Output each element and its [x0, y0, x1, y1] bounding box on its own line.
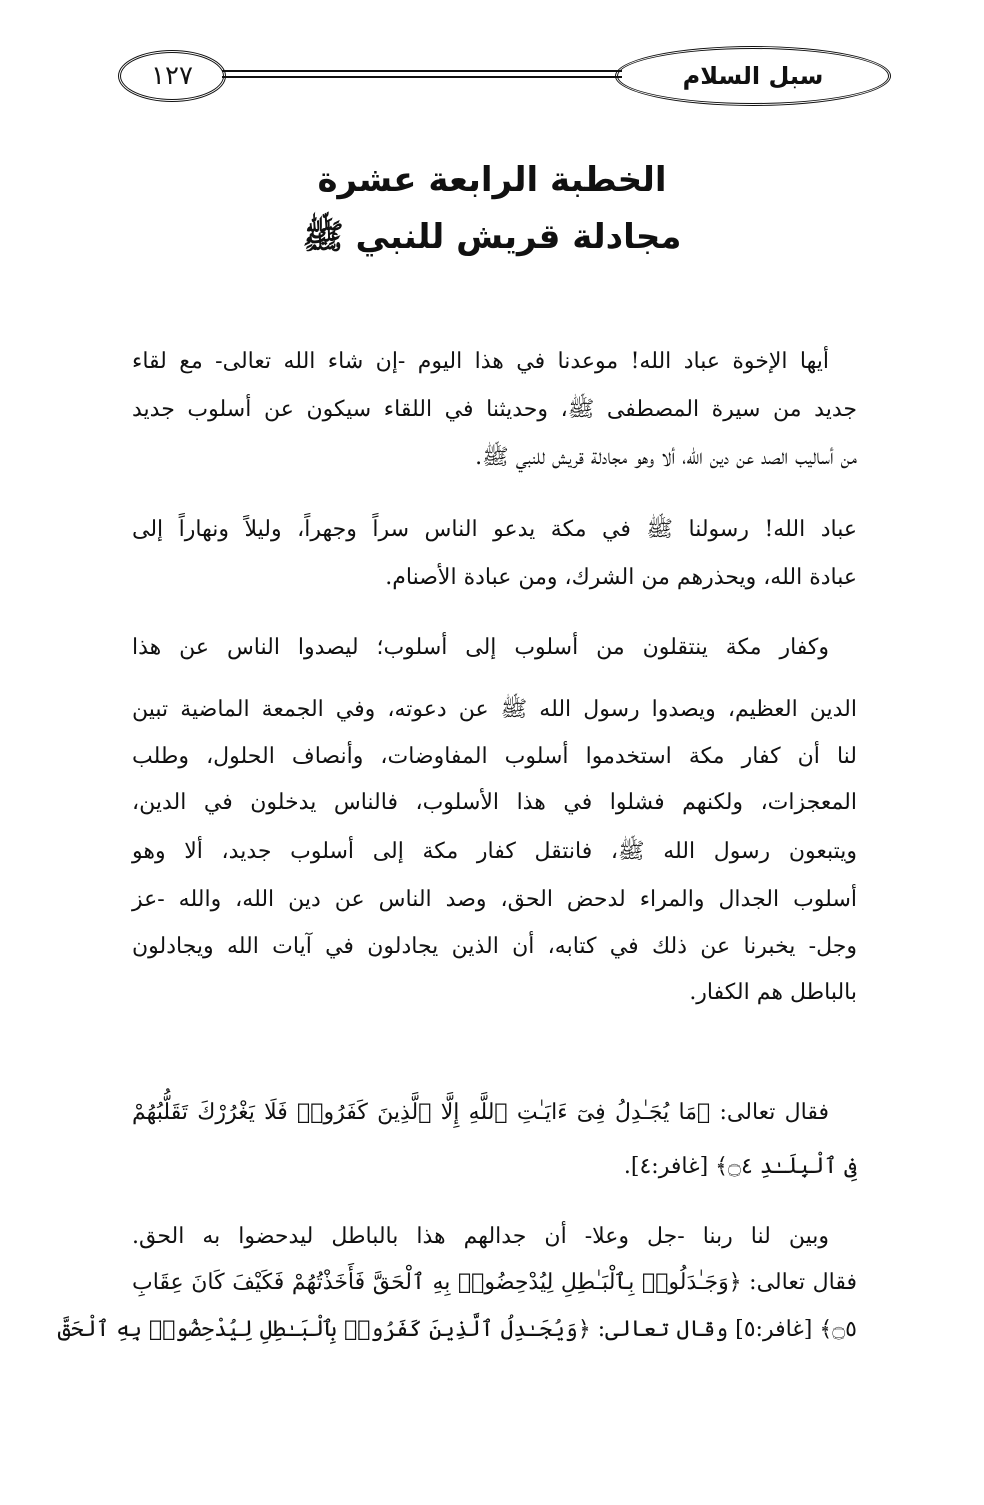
header-rule [222, 70, 622, 78]
quran-verse-line: ۝٥﴾ [غافر:٥] وقال تعالى: ﴿وَيُجَـٰدِلُ ٱلَّذِينَ كَفَرُوا۟ بِٱلْبَـٰطِلِ لِيُدْحِضُوا۟ بِهِ ٱلْحَقَّ [57, 1317, 857, 1342]
quran-verse-line: فقال تعالى: ﴿وَجَـٰدَلُوا۟ بِٱلْبَـٰطِلِ لِيُدْحِضُوا۟ بِهِ ٱلْحَقَّ فَأَخَذْتُهُمْ فَكَيْفَ كَانَ عِقَابِ [132, 1270, 857, 1295]
text-line: من أساليب الصد عن دين الله، ألا وهو مجادلة قريش للنبي ﷺ. [475, 445, 857, 470]
sermon-subtitle: مجادلة قريش للنبي ﷺ [302, 217, 682, 257]
text-line: وبين لنا ربنا -جل وعلا- أن جدالهم هذا بالباطل ليدحضوا به الحق. [132, 1224, 829, 1249]
text-line: عباد الله! رسولنا ﷺ في مكة يدعو الناس سراً وجهراً، وليلاً ونهاراً إلى [132, 517, 857, 542]
text-line: أيها الإخوة عباد الله! موعدنا في هذا اليوم -إن شاء الله تعالى- مع لقاء [132, 349, 829, 374]
text-line: وكفار مكة ينتقلون من أسلوب إلى أسلوب؛ ليصدوا الناس عن هذا [132, 635, 829, 660]
page-number: ١٢٧ [118, 50, 226, 102]
text-line: عبادة الله، ويحذرهم من الشرك، ومن عبادة الأصنام. [385, 565, 857, 590]
text-line: جديد من سيرة المصطفى ﷺ، وحديثنا في اللقاء سيكون عن أسلوب جديد [132, 397, 857, 422]
sermon-title: الخطبة الرابعة عشرة [317, 160, 667, 200]
quran-verse-line: فِى ٱلْبِلَـٰدِ ۝٤﴾ [غافر:٤]. [623, 1154, 857, 1179]
text-line: الدين العظيم، ويصدوا رسول الله ﷺ عن دعوته، وفي الجمعة الماضية تبين [132, 697, 857, 722]
text-line: لنا أن كفار مكة استخدموا أسلوب المفاوضات، وأنصاف الحلول، وطلب [132, 744, 857, 769]
running-head-book-title: سبل السلام [615, 46, 891, 106]
text-line: أسلوب الجدال والمراء لدحض الحق، وصد الناس عن دين الله، والله -عز [132, 887, 857, 912]
text-line: ويتبعون رسول الله ﷺ، فانتقل كفار مكة إلى أسلوب جديد، ألا وهو [132, 839, 857, 864]
text-line: المعجزات، ولكنهم فشلوا في هذا الأسلوب، فالناس يدخلون في الدين، [132, 790, 857, 815]
text-line: وجل- يخبرنا عن ذلك في كتابه، أن الذين يجادلون في آيات الله ويجادلون [132, 934, 857, 959]
text-line: بالباطل هم الكفار. [689, 980, 857, 1005]
quran-verse-line: فقال تعالى: ﴿مَا يُجَـٰدِلُ فِىٓ ءَايَـٰتِ ٱللَّهِ إِلَّا ٱلَّذِينَ كَفَرُوا۟ فَلَا يَغْرُرْكَ تَقَلُّبُهُمْ [132, 1100, 829, 1125]
